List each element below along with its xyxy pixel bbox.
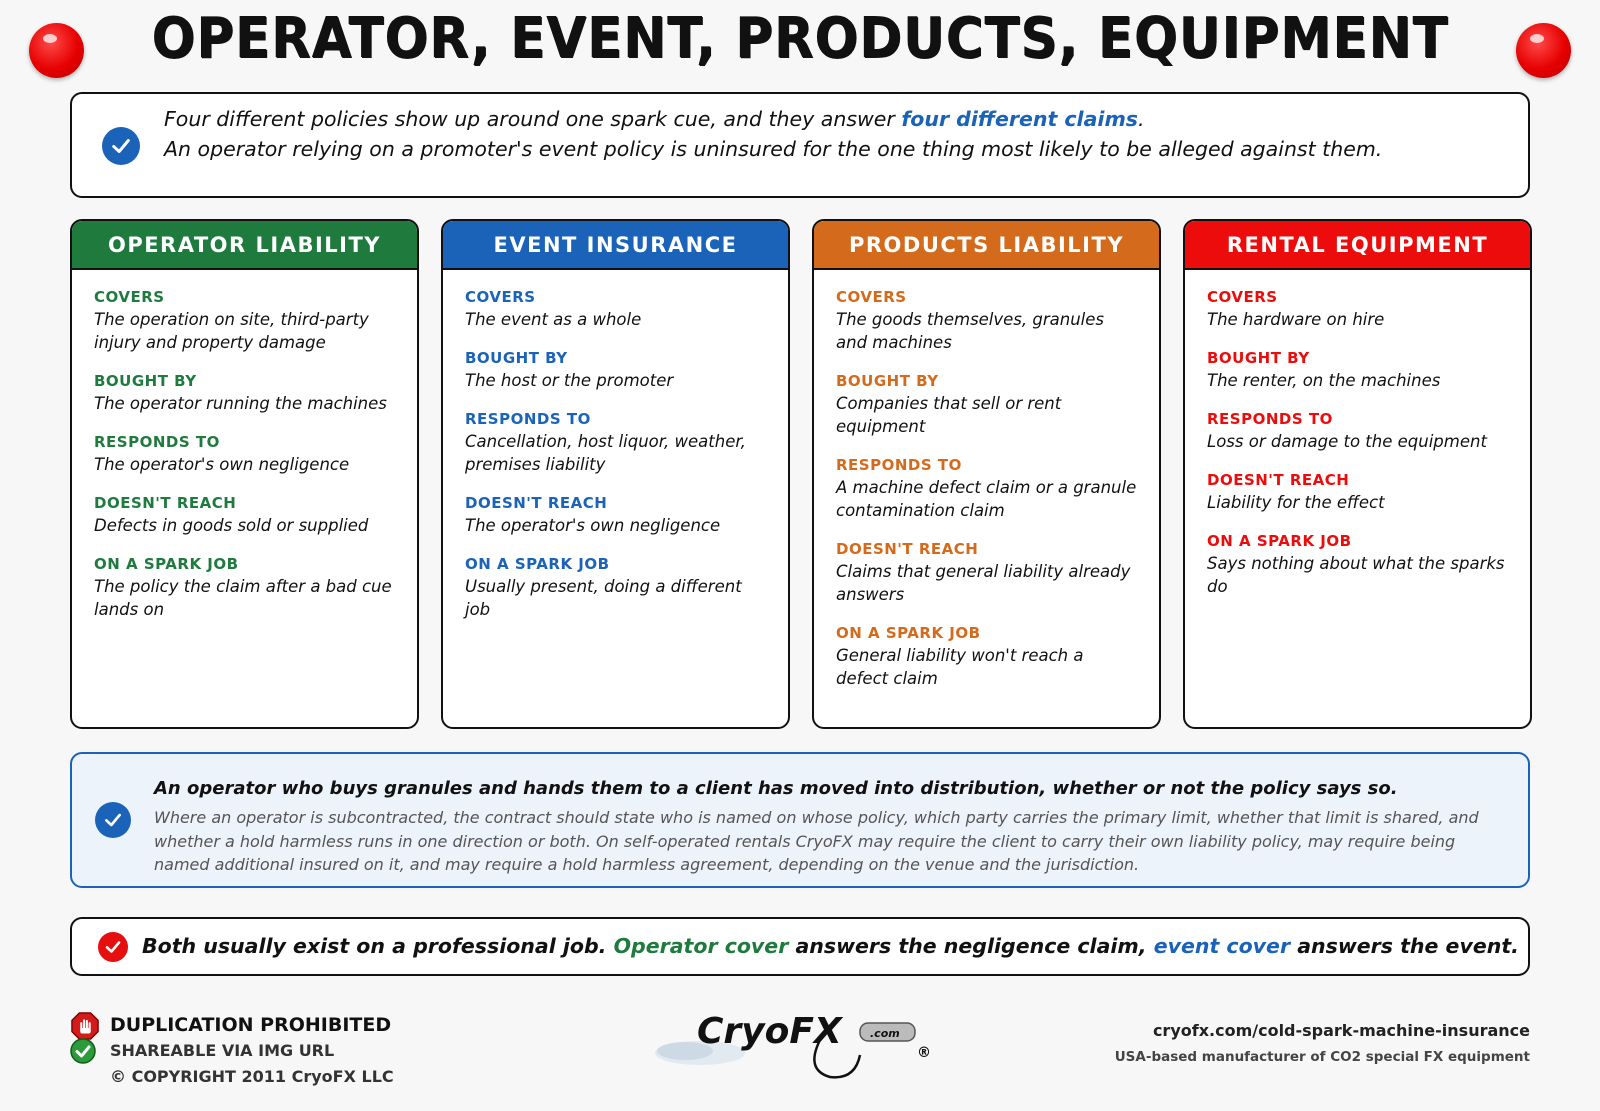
bottom-callout	[70, 917, 1530, 976]
check-circle-icon	[102, 127, 140, 165]
section-bought-by	[94, 370, 395, 415]
prohibited-text: DUPLICATION PROHIBITED	[110, 1014, 392, 1036]
section-label: RESPONDS TO	[94, 433, 220, 451]
check-circle-icon	[98, 932, 128, 962]
card-header: PRODUCTS LIABILITY	[814, 221, 1159, 270]
section-text: A machine defect claim or a granule contamination claim	[836, 478, 1137, 520]
section-text: Usually present, doing a different job	[465, 577, 742, 619]
check-circle-icon	[95, 802, 131, 838]
section-responds-to	[465, 408, 766, 476]
section-responds-to	[836, 454, 1137, 522]
card-event-insurance	[441, 219, 790, 729]
card-header: EVENT INSURANCE	[443, 221, 788, 270]
section-text: Claims that general liability already answers	[836, 562, 1131, 604]
operator-cover-highlight: Operator cover	[613, 934, 789, 958]
section-text: The operator running the machines	[94, 394, 387, 413]
footer-right	[1115, 1018, 1530, 1070]
intro-text	[164, 104, 1382, 164]
section-text: Says nothing about what the sparks do	[1207, 554, 1505, 596]
section-label: COVERS	[465, 288, 536, 306]
section-label: DOESN'T REACH	[836, 540, 979, 558]
section-responds-to	[1207, 408, 1508, 453]
section-covers	[465, 286, 766, 331]
bottom-suffix: answers the event.	[1290, 934, 1519, 958]
section-text: The policy the claim after a bad cue lands on	[94, 577, 392, 619]
section-covers	[1207, 286, 1508, 331]
section-doesnt-reach	[94, 492, 395, 537]
intro-line-1	[164, 104, 1382, 134]
bottom-line	[142, 934, 1519, 958]
section-label: COVERS	[1207, 288, 1278, 306]
bottom-prefix: Both usually exist on a professional job.	[142, 934, 614, 958]
card-operator-liability	[70, 219, 419, 729]
section-text: The operation on site, third-party injury and property damage	[94, 310, 369, 352]
section-label: RESPONDS TO	[836, 456, 962, 474]
card-header: RENTAL EQUIPMENT	[1185, 221, 1530, 270]
section-label: BOUGHT BY	[465, 349, 568, 367]
section-label: COVERS	[94, 288, 165, 306]
note-detail: Where an operator is subcontracted, the contract should state who is named on whose policy, which party carries the primary limit, whether that limit is shared, and whether a hold harmless runs in one direction or both. On self-operated rentals CryoFX may require the client to carry their own liability policy, may require being named additional insured on it, and may require a hold harmless agreement, depending on the venue and the jurisdiction.	[154, 808, 1479, 874]
shareable-notice	[70, 1038, 394, 1064]
duplication-prohibited	[70, 1012, 394, 1038]
section-label: DOESN'T REACH	[94, 494, 237, 512]
section-label: ON A SPARK JOB	[1207, 532, 1352, 550]
section-label: ON A SPARK JOB	[465, 555, 610, 573]
logo-text: CryoFX	[697, 1011, 842, 1052]
card-products-liability	[812, 219, 1161, 729]
note-headline: An operator who buys granules and hands them to a client has moved into distribution, whether or not the policy says so.	[154, 778, 1398, 799]
section-bought-by	[465, 347, 766, 392]
cryofx-logo	[655, 995, 955, 1090]
section-label: BOUGHT BY	[836, 372, 939, 390]
shareable-text: SHAREABLE VIA IMG URL	[110, 1041, 335, 1060]
section-text: The hardware on hire	[1207, 310, 1385, 329]
footer-notices	[70, 1012, 394, 1090]
intro-line-1-prefix: Four different policies show up around one spark cue, and they answer	[164, 107, 902, 131]
section-label: DOESN'T REACH	[1207, 471, 1350, 489]
section-text: Liability for the effect	[1207, 493, 1385, 512]
section-label: ON A SPARK JOB	[836, 624, 981, 642]
section-doesnt-reach	[1207, 469, 1508, 514]
section-text: Cancellation, host liquor, weather, premises liability	[465, 432, 746, 474]
section-label: BOUGHT BY	[94, 372, 197, 390]
section-text: Defects in goods sold or supplied	[94, 516, 369, 535]
section-text: The event as a whole	[465, 310, 642, 329]
section-text: General liability won't reach a defect claim	[836, 646, 1084, 688]
section-text: The host or the promoter	[465, 371, 674, 390]
section-on-a-spark-job	[465, 553, 766, 621]
section-on-a-spark-job	[1207, 530, 1508, 598]
page-title: OPERATOR, EVENT, PRODUCTS, EQUIPMENT	[151, 6, 1449, 71]
section-label: ON A SPARK JOB	[94, 555, 239, 573]
section-label: COVERS	[836, 288, 907, 306]
section-covers	[94, 286, 395, 354]
card-header: OPERATOR LIABILITY	[72, 221, 417, 270]
logo-registered: ®	[917, 1045, 931, 1061]
section-text: The operator's own negligence	[465, 516, 721, 535]
section-doesnt-reach	[465, 492, 766, 537]
card-rental-equipment	[1183, 219, 1532, 729]
section-doesnt-reach	[836, 538, 1137, 606]
bottom-middle: answers the negligence claim,	[788, 934, 1154, 958]
section-label: RESPONDS TO	[1207, 410, 1333, 428]
distribution-note	[70, 752, 1530, 888]
event-cover-highlight: event cover	[1153, 934, 1291, 958]
intro-line-2: An operator relying on a promoter's event policy is uninsured for the one thing most likely to be alleged against them.	[164, 137, 1383, 161]
footer-tagline: USA-based manufacturer of CO2 special FX equipment	[1114, 1049, 1530, 1065]
intro-callout	[70, 92, 1530, 198]
section-on-a-spark-job	[836, 622, 1137, 690]
copyright: © COPYRIGHT 2011 CryoFX LLC	[110, 1067, 394, 1086]
section-on-a-spark-job	[94, 553, 395, 621]
intro-line-1-suffix: .	[1138, 107, 1145, 131]
intro-accent: four different claims	[901, 107, 1139, 131]
section-covers	[836, 286, 1137, 354]
section-text: Loss or damage to the equipment	[1207, 432, 1487, 451]
section-text: Companies that sell or rent equipment	[836, 394, 1062, 436]
footer-url[interactable]: cryofx.com/cold-spark-machine-insurance	[1152, 1021, 1530, 1040]
section-label: BOUGHT BY	[1207, 349, 1310, 367]
section-bought-by	[836, 370, 1137, 438]
section-responds-to	[94, 431, 395, 476]
section-text: The goods themselves, granules and machines	[836, 310, 1105, 352]
section-text: The renter, on the machines	[1207, 371, 1441, 390]
section-bought-by	[1207, 347, 1508, 392]
section-text: The operator's own negligence	[94, 455, 350, 474]
section-label: DOESN'T REACH	[465, 494, 608, 512]
logo-com: .com	[870, 1027, 900, 1040]
section-label: RESPONDS TO	[465, 410, 591, 428]
